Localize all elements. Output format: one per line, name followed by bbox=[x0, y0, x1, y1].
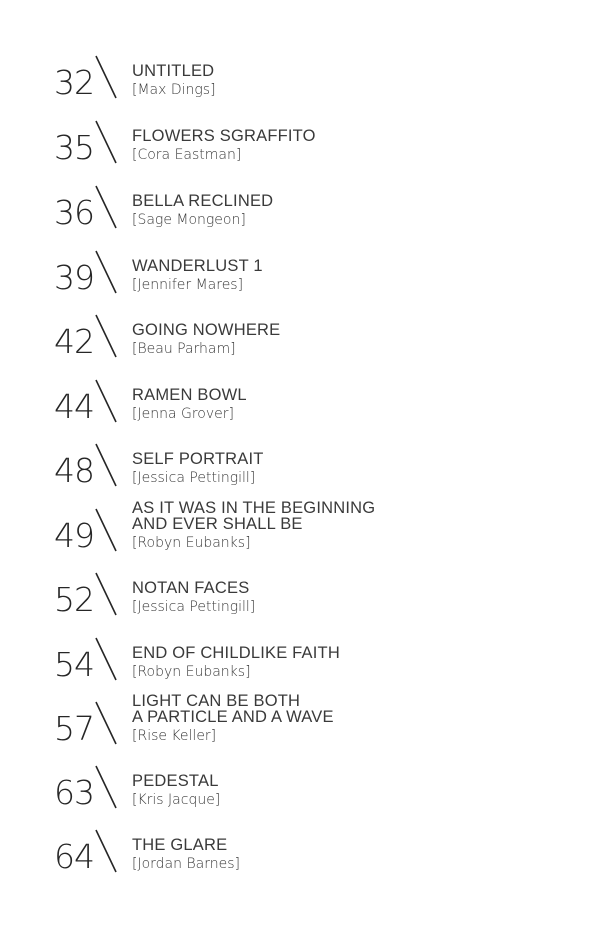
toc-entry bbox=[0, 45, 600, 105]
entry-author: [Sage Mongeon] bbox=[132, 212, 246, 228]
backslash-divider-icon bbox=[90, 379, 120, 423]
toc-entry bbox=[0, 304, 600, 364]
entry-title: NOTAN FACES bbox=[132, 579, 250, 597]
toc-entry bbox=[0, 175, 600, 235]
backslash-divider-icon bbox=[90, 765, 120, 809]
entry-title: PEDESTAL bbox=[132, 772, 219, 790]
backslash-divider-icon bbox=[90, 120, 120, 164]
entry-author: [Kris Jacque] bbox=[132, 792, 221, 808]
entry-title: RAMEN BOWL bbox=[132, 386, 247, 404]
toc-entry bbox=[0, 819, 600, 879]
entry-author: [Jordan Barnes] bbox=[132, 856, 240, 872]
entry-author: [Max Dings] bbox=[132, 82, 216, 98]
page-number: 57 bbox=[54, 709, 94, 748]
page-number: 63 bbox=[54, 773, 94, 812]
backslash-divider-icon bbox=[90, 314, 120, 358]
backslash-divider-icon bbox=[90, 829, 120, 873]
entry-author: [Beau Parham] bbox=[132, 341, 236, 357]
page-number: 52 bbox=[54, 580, 94, 619]
toc-entry bbox=[0, 369, 600, 429]
entry-title: END OF CHILDLIKE FAITH bbox=[132, 644, 340, 662]
entry-title: LIGHT CAN BE BOTH A PARTICLE AND A WAVE bbox=[132, 692, 334, 726]
entry-author: [Robyn Eubanks] bbox=[132, 664, 251, 680]
entry-author: [Rise Keller] bbox=[132, 728, 217, 744]
page-number: 35 bbox=[54, 128, 94, 167]
toc-entry bbox=[0, 240, 600, 300]
backslash-divider-icon bbox=[90, 637, 120, 681]
page-number: 48 bbox=[54, 451, 94, 490]
page-number: 64 bbox=[54, 837, 94, 876]
entry-title: FLOWERS SGRAFFITO bbox=[132, 127, 316, 145]
page-number: 39 bbox=[54, 258, 94, 297]
entry-author: [Jessica Pettingill] bbox=[132, 470, 256, 486]
toc-entry bbox=[0, 110, 600, 170]
page-number: 36 bbox=[54, 193, 94, 232]
toc-entry bbox=[0, 627, 600, 687]
entry-title: THE GLARE bbox=[132, 836, 228, 854]
toc-entry bbox=[0, 562, 600, 622]
backslash-divider-icon bbox=[90, 55, 120, 99]
page-number: 44 bbox=[54, 387, 94, 426]
entry-author: [Jessica Pettingill] bbox=[132, 599, 256, 615]
entry-author: [Robyn Eubanks] bbox=[132, 535, 251, 551]
backslash-divider-icon bbox=[90, 250, 120, 294]
entry-title: AS IT WAS IN THE BEGINNING AND EVER SHALL BE bbox=[132, 499, 376, 533]
entry-author: [Jenna Grover] bbox=[132, 406, 234, 422]
entry-author: [Cora Eastman] bbox=[132, 147, 242, 163]
entry-title: WANDERLUST 1 bbox=[132, 257, 263, 275]
page-number: 32 bbox=[54, 63, 94, 102]
toc-entry bbox=[0, 498, 600, 558]
page-number: 49 bbox=[54, 516, 94, 555]
backslash-divider-icon bbox=[90, 185, 120, 229]
backslash-divider-icon bbox=[90, 701, 120, 745]
backslash-divider-icon bbox=[90, 508, 120, 552]
entry-title: GOING NOWHERE bbox=[132, 321, 281, 339]
page-number: 42 bbox=[54, 322, 94, 361]
backslash-divider-icon bbox=[90, 572, 120, 616]
entry-title: UNTITLED bbox=[132, 62, 215, 80]
entry-title: SELF PORTRAIT bbox=[132, 450, 264, 468]
toc-entry bbox=[0, 691, 600, 751]
page-number: 54 bbox=[54, 645, 94, 684]
toc-entry bbox=[0, 755, 600, 815]
backslash-divider-icon bbox=[90, 443, 120, 487]
entry-title: BELLA RECLINED bbox=[132, 192, 274, 210]
toc-entry bbox=[0, 433, 600, 493]
entry-author: [Jennifer Mares] bbox=[132, 277, 244, 293]
